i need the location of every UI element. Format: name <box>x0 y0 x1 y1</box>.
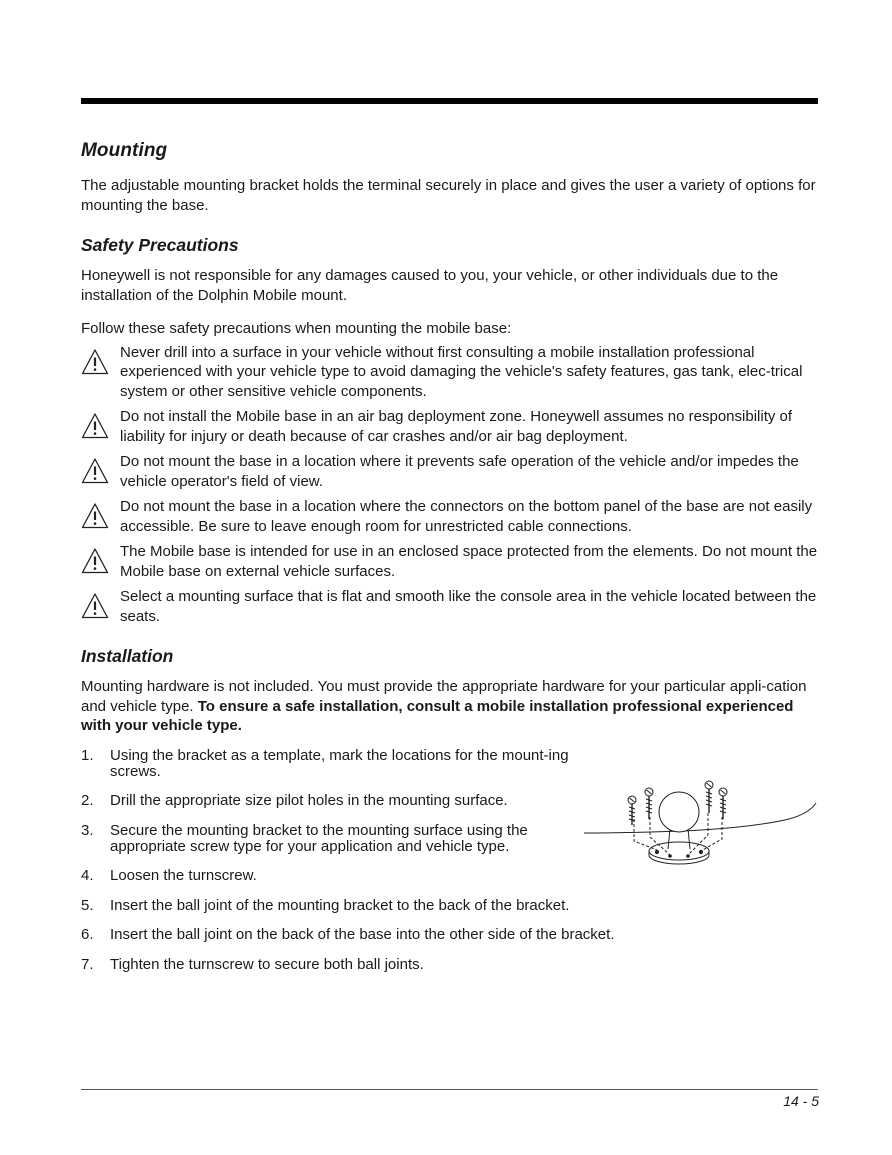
step-text: Insert the ball joint of the mounting bracket to the back of the bracket. <box>110 896 570 914</box>
mounting-bracket-illustration <box>584 757 818 881</box>
warning-triangle-icon <box>81 592 109 620</box>
step-number: 5. <box>81 896 94 914</box>
installation-heading: Installation <box>81 646 174 666</box>
warning-item <box>81 343 818 402</box>
step-number: 6. <box>81 926 94 943</box>
safety-lead: Follow these safety precautions when mounting the mobile base: <box>81 320 512 337</box>
warning-triangle-icon <box>81 457 109 485</box>
warning-text: Never drill into a surface in your vehicle without first consulting a mobile installation professional experienced with your vehicle type to avoid damaging the vehicle's safety features, gas tank, elec-trical system or other sensitive vehicle components. <box>120 343 803 400</box>
step-item <box>81 898 818 914</box>
installation-paragraph <box>81 677 818 736</box>
step-text: Using the bracket as a template, mark the locations for the mount-ing screws. <box>110 746 569 780</box>
warning-triangle-icon <box>81 348 109 376</box>
step-number: 1. <box>81 746 94 764</box>
safety-heading: Safety Precautions <box>81 235 239 255</box>
warning-triangle-icon <box>81 502 109 530</box>
safety-disclaimer: Honeywell is not responsible for any damages caused to you, your vehicle, or other individuals due to the installation of the Dolphin Mobile mount. <box>81 267 779 304</box>
step-number: 7. <box>81 955 94 973</box>
warning-list <box>81 343 818 627</box>
step-text: Secure the mounting bracket to the mounting surface using the appropriate screw type for your application and vehicle type. <box>110 821 528 855</box>
warning-item <box>81 542 818 581</box>
footer-rule <box>81 1089 818 1090</box>
warning-item <box>81 407 818 446</box>
step-number: 2. <box>81 792 94 809</box>
warning-item <box>81 587 818 626</box>
installation-text: Mounting hardware is not included. You must provide the appropriate hardware for your particular appli-cation and vehicle type. <box>81 678 807 715</box>
warning-item <box>81 452 818 491</box>
step-number: 3. <box>81 821 94 839</box>
warning-triangle-icon <box>81 412 109 440</box>
warning-triangle-icon <box>81 547 109 575</box>
step-number: 4. <box>81 867 94 884</box>
step-item <box>81 957 818 973</box>
warning-text: Select a mounting surface that is flat and smooth like the console area in the vehicle located between the seats. <box>120 588 817 625</box>
intro-paragraph: The adjustable mounting bracket holds the terminal securely in place and gives the user a variety of options for mounting the base. <box>81 177 816 214</box>
warning-text: The Mobile base is intended for use in an enclosed space protected from the elements. Do not mount the Mobile base on external vehicle surfaces. <box>120 543 818 580</box>
warning-text: Do not mount the base in a location where the connectors on the bottom panel of the base are not easily accessible. Be sure to leave enough room for unrestricted cable connections. <box>120 498 813 535</box>
page-title: Mounting <box>81 140 168 161</box>
step-item <box>81 927 818 943</box>
warning-item <box>81 497 818 536</box>
warning-text: Do not mount the base in a location where it prevents safe operation of the vehicle and/or impedes the vehicle operator's field of view. <box>120 453 799 490</box>
top-rule <box>81 98 818 104</box>
step-text: Drill the appropriate size pilot holes in the mounting surface. <box>110 792 508 809</box>
step-text: Tighten the turnscrew to secure both ball joints. <box>110 955 424 973</box>
installation-emphasis: To ensure a safe installation, consult a mobile installation professional experienced with your vehicle type. <box>81 697 794 734</box>
warning-text: Do not install the Mobile base in an air bag deployment zone. Honeywell assumes no responsibility of liability for injury or death because of car crashes and/or air bag deployment. <box>120 408 793 445</box>
step-text: Insert the ball joint on the back of the base into the other side of the bracket. <box>110 926 615 943</box>
step-text: Loosen the turnscrew. <box>110 867 257 884</box>
page-number: 14 - 5 <box>783 1093 819 1109</box>
